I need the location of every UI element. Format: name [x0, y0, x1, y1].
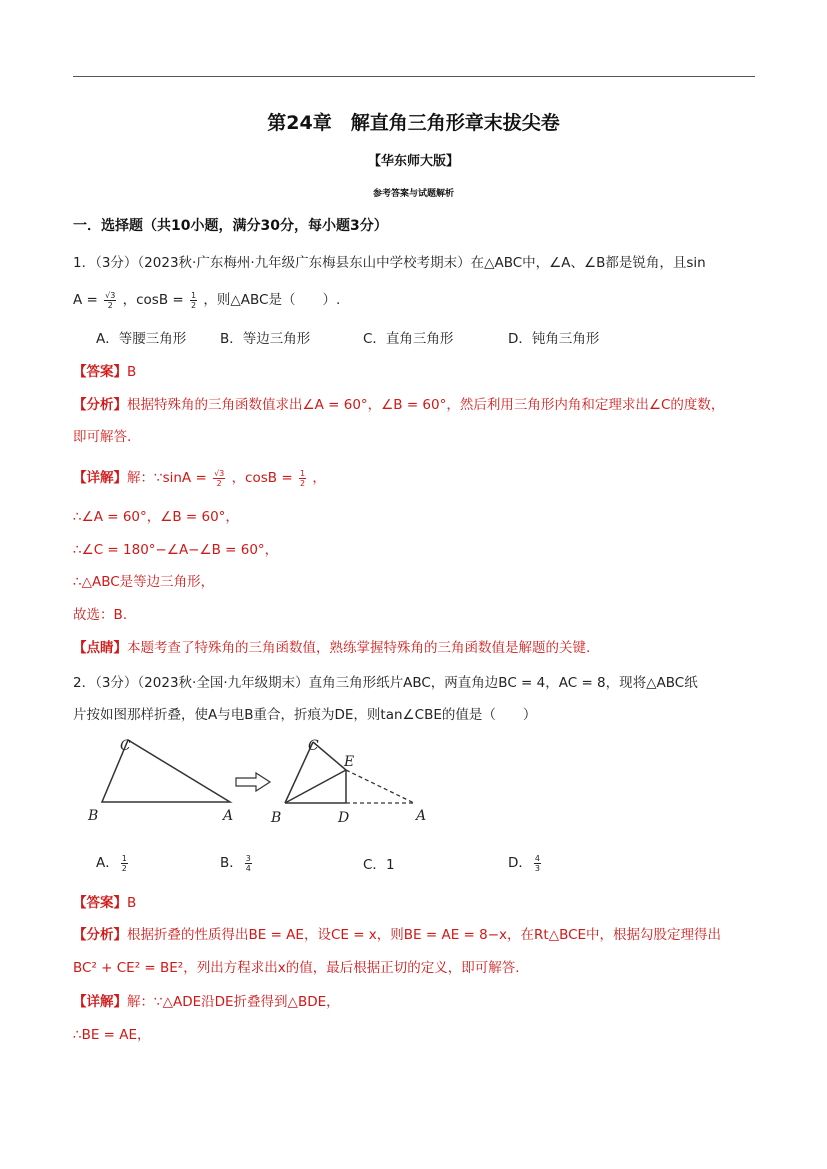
label-d: D [338, 810, 350, 826]
fraction-sqrt3-over-2: $\frac{√3}{2}$ [105, 290, 116, 310]
q1-stem-line1: 1．（3分）（2023秋·广东梅州·九年级广东梅县东山中学校考期末）在△ABC中，∠A、∠B都是锐角，且sin [73, 255, 706, 271]
q2-detail-line1: 【详解】解：∵△ADE沿DE折叠得到△BDE， [73, 994, 340, 1010]
label-a: A [223, 808, 234, 824]
q2-detail-line2: ∴BE = AE， [73, 1027, 151, 1043]
q1-option-b: B．等边三角形 [220, 331, 311, 347]
label-a2: A [416, 808, 427, 824]
fraction-1-over-2-detail: $\frac{1}{2}$ [299, 468, 306, 488]
q1-option-a: A．等腰三角形 [96, 331, 187, 347]
q1-comment: 【点睛】本题考查了特殊角的三角函数值，熟练掌握特殊角的三角函数值是解题的关键. [73, 640, 591, 656]
q2-stem-line2: 片按如图那样折叠，使A与电B重合，折痕为DE，则tan∠CBE的值是（ ） [73, 707, 537, 723]
q2-option-d: D． $\frac{4}{3}$ [508, 853, 540, 873]
q1-option-d: D．钝角三角形 [508, 331, 600, 347]
header-rule [73, 76, 755, 77]
q2-option-a: A． $\frac{1}{2}$ [96, 853, 127, 873]
label-c2: C [308, 738, 319, 754]
fraction-1-over-2: $\frac{1}{2}$ [191, 290, 197, 310]
label-b: B [88, 808, 99, 824]
q2-option-b: B． $\frac{3}{4}$ [220, 853, 251, 873]
q2-fold-figure [80, 730, 450, 830]
label-c: C [120, 738, 131, 754]
label-e: E [344, 754, 355, 770]
q2-stem-line1: 2．（3分）（2023秋·全国·九年级期末）直角三角形纸片ABC，两直角边BC = 4，AC = 8，现将△ABC纸 [73, 675, 698, 691]
q2-answer: 【答案】B [73, 895, 137, 911]
q2-analysis-line1: 【分析】根据折叠的性质得出BE = AE，设CE = x，则BE = AE = 8−x，在Rt△BCE中，根据勾股定理得出 [73, 927, 722, 943]
q1-detail-head: 【详解】解：∵sinA = $\frac{√3}{2}$ ，cosB = $\frac{1}{2}$ ， [73, 468, 326, 488]
arrow-right-icon [236, 773, 270, 791]
section-heading: 一．选择题（共10小题，满分30分，每小题3分） [73, 218, 388, 234]
q1-option-c: C．直角三角形 [363, 331, 454, 347]
q2-option-c: C．1 [363, 857, 395, 873]
fraction-sqrt3-over-2-detail: $\frac{√3}{2}$ [214, 468, 225, 488]
page-subtitle: 参考答案与试题解析 [372, 189, 454, 199]
q1-detail-step3: ∴△ABC是等边三角形， [73, 574, 215, 590]
q2-analysis-line2: BC² + CE² = BE²，列出方程求出x的值，最后根据正切的定义，即可解答. [73, 960, 520, 976]
label-b2: B [271, 810, 282, 826]
q1-analysis-line1: 【分析】根据特殊角的三角函数值求出∠A = 60°，∠B = 60°，然后利用三角形内角和定理求出∠C的度数， [73, 397, 725, 413]
q1-detail-step4: 故选：B. [73, 607, 128, 623]
q1-detail-step1: ∴∠A = 60°，∠B = 60°， [73, 509, 239, 525]
edition-label: 【华东师大版】 [367, 154, 459, 169]
q1-stem-line2: A = $\frac{√3}{2}$ ，cosB = $\frac{1}{2}$ ，则△ABC是（ ）. [73, 290, 341, 310]
page-title: 第24章 解直角三角形章末拔尖卷 [267, 112, 560, 134]
q1-answer: 【答案】B [73, 364, 137, 380]
q1-analysis-line2: 即可解答. [73, 429, 132, 445]
q1-detail-step2: ∴∠C = 180°−∠A−∠B = 60°， [73, 542, 279, 558]
